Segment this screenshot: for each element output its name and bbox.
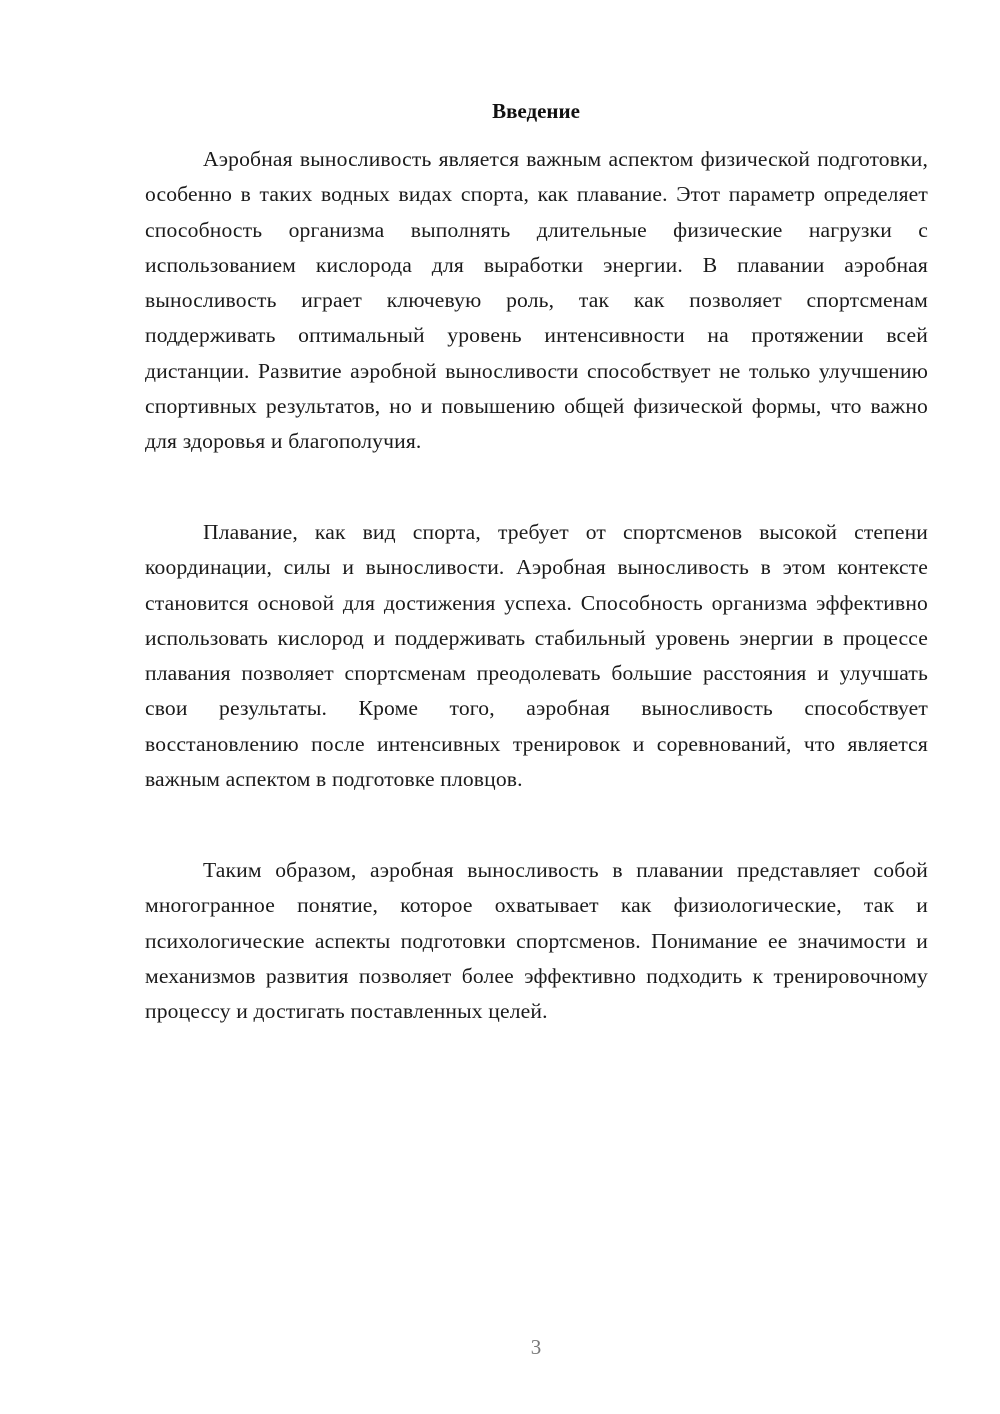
paragraph-2: Плавание, как вид спорта, требует от спортсменов высокой степени координации, силы и выносливости. Аэробная выносливость в этом контексте становится основой для достижения успеха. Способность организма эффективно использовать кислород и поддерживать стабильный уровень энергии в процессе плавания позволяет спортсменам преодолевать большие расстояния и улучшать свои результаты. Кроме того, аэробная выносливость способствует восстановлению после интенсивных тренировок и соревнований, что является важным аспектом в подготовке пловцов.	[145, 520, 928, 792]
paragraph-1: Аэробная выносливость является важным аспектом физической подготовки, особенно в таких водных видах спорта, как плавание. Этот параметр определяет способность организма выполнять длительные физические нагрузки с использованием кислорода для выработки энергии. В плавании аэробная выносливость играет ключевую роль, так как позволяет спортсменам поддерживать оптимальный уровень интенсивности на протяжении всей дистанции. Развитие аэробной выносливости способствует не только улучшению спортивных результатов, но и повышению общей физической формы, что важно для здоровья и благополучия.	[145, 147, 928, 454]
page-number: 3	[530, 1335, 542, 1359]
section-title: Введение	[492, 99, 580, 123]
paragraph-3: Таким образом, аэробная выносливость в плавании представляет собой многогранное понятие, которое охватывает как физиологические, так и психологические аспекты подготовки спортсменов. Понимание ее значимости и механизмов развития позволяет более эффективно подходить к тренировочному процессу и достигать поставленных целей.	[145, 858, 928, 1024]
